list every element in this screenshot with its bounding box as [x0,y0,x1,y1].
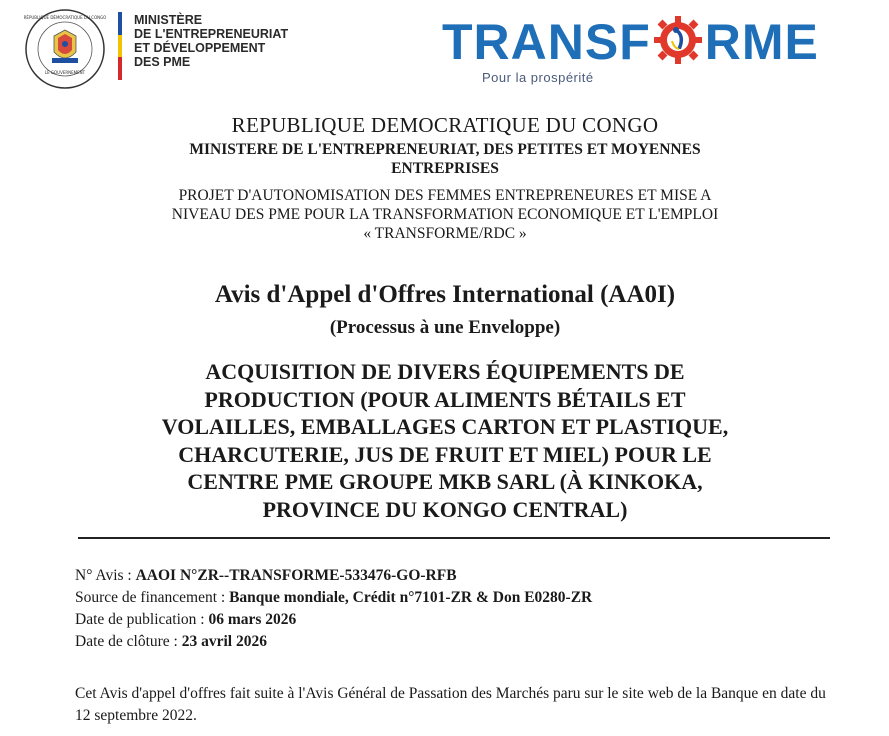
ministry-line: DES PME [134,55,191,69]
pub-value: 06 mars 2026 [208,611,297,628]
subject-line: PROVINCE DU KONGO CENTRAL) [262,496,628,522]
close-value: 23 avril 2026 [181,633,267,650]
closing-date [75,631,592,653]
project-heading [40,186,850,243]
transforme-logo [442,10,882,90]
avis-label: N° Avis : [75,567,136,584]
svg-text:LE GOUVERNEMENT: LE GOUVERNEMENT [44,70,86,75]
subject-line: CHARCUTERIE, JUS DE FRUIT ET MIEL) POUR LE [178,441,712,467]
project-line: NIVEAU DES PME POUR LA TRANSFORMATION ECONOMIQUE ET L'EMPLOI [171,206,719,223]
ministry-line: MINISTÈRE [134,13,203,27]
intro-paragraph: Cet Avis d'appel d'offres fait suite à l'Avis Général de Passation des Marchés paru sur le site web de la Banque en date du 12 septembre 2022. [75,685,826,724]
source-label: Source de financement : [75,589,230,606]
ministry-heading-line: ENTREPRISES [391,160,499,177]
ministry-logo-text [134,13,288,69]
brand-word-left: TRANSF [442,14,651,70]
avis-number [75,565,592,587]
notice-title: Avis d'Appel d'Offres International (AA0I) [214,281,676,308]
close-label: Date de clôture : [75,633,182,650]
ministry-line: ET DÉVELOPPEMENT [134,41,266,55]
svg-text:RÉPUBLIQUE DÉMOCRATIQUE DU CON: RÉPUBLIQUE DÉMOCRATIQUE DU CONGO [24,15,106,20]
notice-subject [40,358,850,523]
letterhead [0,0,889,100]
ministry-line: DE L'ENTREPRENEURIAT [134,27,289,41]
divider [78,537,830,539]
project-line: PROJET D'AUTONOMISATION DES FEMMES ENTREPRENEURES ET MISE A [178,187,712,204]
ministry-heading [40,140,850,178]
brand-tagline: Pour la prospérité [482,70,594,85]
notice-subtitle: (Processus à une Enveloppe) [329,317,561,338]
subject-line: VOLAILLES, EMBALLAGES CARTON ET PLASTIQUE, [161,414,729,439]
country-heading: REPUBLIQUE DEMOCRATIQUE DU CONGO [231,113,659,137]
subject-line: CENTRE PME GROUPE MKB SARL (À KINKOKA, [187,469,703,494]
avis-value: AAOI N°ZR--TRANSFORME-533476-GO-RFB [135,567,457,584]
source-value: Banque mondiale, Crédit n°7101-ZR & Don E0280-ZR [229,589,593,606]
notice-info [75,565,592,653]
funding-source [75,587,592,609]
publication-date [75,609,592,631]
flag-color-bar [118,12,122,80]
brand-word-right: RME [704,14,819,70]
pub-label: Date de publication : [75,611,209,628]
government-seal-icon [24,8,106,90]
subject-line: PRODUCTION (POUR ALIMENTS BÉTAILS ET [204,386,686,412]
gear-icon [651,19,705,63]
ministry-heading-line: MINISTERE DE L'ENTREPRENEURIAT, DES PETITES ET MOYENNES [189,141,701,158]
subject-line: ACQUISITION DE DIVERS ÉQUIPEMENTS DE [205,359,685,384]
project-line: « TRANSFORME/RDC » [363,225,527,242]
